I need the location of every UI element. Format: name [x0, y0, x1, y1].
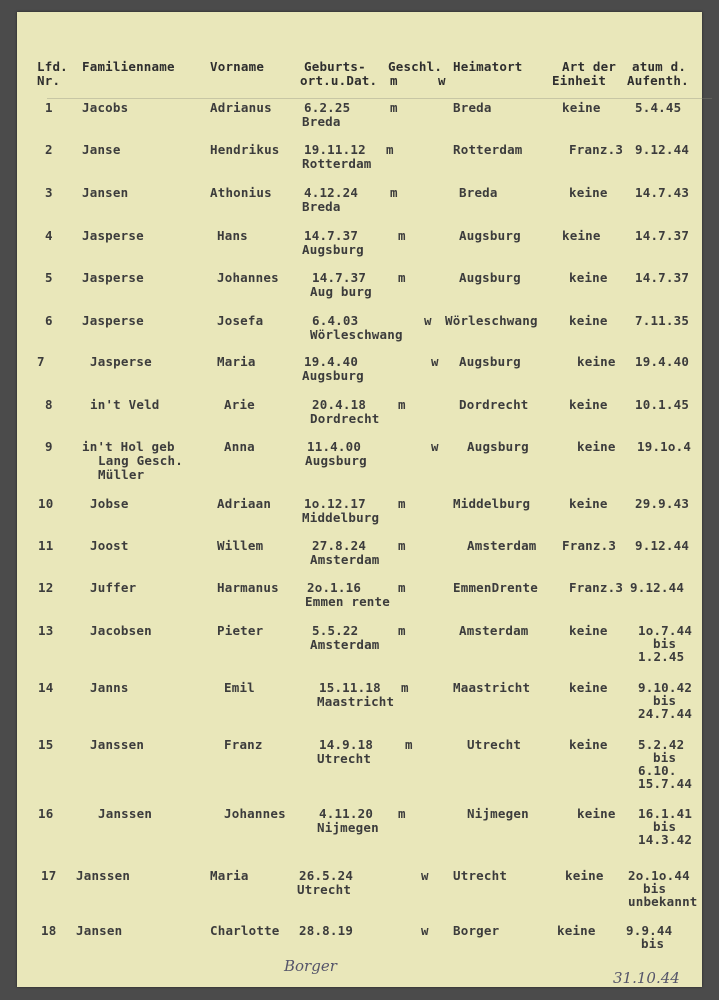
cell-heimatort: Nijmegen — [467, 806, 529, 821]
cell-familienname: Jasperse — [82, 313, 144, 328]
cell-vorname: Arie — [224, 397, 255, 412]
cell-vorname: Maria — [210, 868, 249, 883]
cell-aufenthalt: 14.3.42 — [638, 832, 693, 847]
cell-aufenthalt: 1o.7.44 — [638, 623, 693, 638]
cell-aufenthalt: 24.7.44 — [638, 706, 693, 721]
handwritten-date: 31.10.44 — [613, 969, 680, 987]
cell-einheit: keine — [569, 185, 608, 200]
cell-vorname: Josefa — [217, 313, 264, 328]
cell-einheit: keine — [569, 496, 608, 511]
header-familienname: Familienname — [82, 59, 175, 74]
cell-geschlecht-m: m — [386, 142, 394, 157]
cell-geburtsort: Middelburg — [302, 510, 380, 525]
cell-geburtsort: Rotterdam — [302, 156, 372, 171]
cell-geburtsort: Maastricht — [317, 694, 395, 709]
cell-familienname: Jobse — [90, 496, 129, 511]
cell-familienname: Janssen — [98, 806, 153, 821]
cell-nr: 5 — [45, 270, 53, 285]
header-lfd: Lfd. — [37, 59, 68, 74]
cell-heimatort: Dordrecht — [459, 397, 529, 412]
cell-geburtsort: Wörleschwang — [310, 327, 403, 342]
cell-nr: 8 — [45, 397, 53, 412]
header-geschl-m: m — [390, 73, 398, 88]
cell-vorname: Emil — [224, 680, 255, 695]
cell-aufenthalt: 9.12.44 — [630, 580, 685, 595]
cell-nr: 7 — [37, 354, 45, 369]
cell-familienname-2: Lang Gesch. — [98, 453, 183, 468]
cell-nr: 1 — [45, 100, 53, 115]
cell-aufenthalt: 14.7.43 — [635, 185, 690, 200]
cell-vorname: Harmanus — [217, 580, 279, 595]
cell-vorname: Charlotte — [210, 923, 280, 938]
cell-aufenthalt: 14.7.37 — [635, 228, 690, 243]
cell-geburtsort: Breda — [302, 114, 341, 129]
cell-aufenthalt: 5.4.45 — [635, 100, 682, 115]
cell-familienname: Joost — [90, 538, 129, 553]
cell-geburtsort: Utrecht — [317, 751, 372, 766]
cell-geschlecht-m: m — [398, 270, 406, 285]
cell-heimatort: Augsburg — [459, 270, 521, 285]
header-vorname: Vorname — [210, 59, 265, 74]
cell-heimatort: Utrecht — [453, 868, 508, 883]
cell-geburtsort: Dordrecht — [310, 411, 380, 426]
cell-vorname: Maria — [217, 354, 256, 369]
cell-heimatort: Augsburg — [459, 354, 521, 369]
cell-geschlecht-m: m — [390, 185, 398, 200]
cell-familienname: Jasperse — [82, 270, 144, 285]
cell-aufenthalt: 14.7.37 — [635, 270, 690, 285]
cell-aufenthalt: 2o.1o.44 — [628, 868, 690, 883]
cell-heimatort: Augsburg — [459, 228, 521, 243]
cell-aufenthalt: 19.1o.4 — [637, 439, 692, 454]
cell-geburtsdatum: 15.11.18 — [319, 680, 381, 695]
cell-vorname: Adriaan — [217, 496, 272, 511]
cell-heimatort: Wörleschwang — [445, 313, 538, 328]
cell-familienname: Jasperse — [82, 228, 144, 243]
cell-einheit: Franz.3 — [569, 142, 624, 157]
cell-nr: 14 — [38, 680, 54, 695]
cell-einheit: keine — [565, 868, 604, 883]
header-art-der: Art der — [562, 59, 617, 74]
header-einheit: Einheit — [552, 73, 607, 88]
document-page — [17, 12, 702, 987]
cell-einheit: Franz.3 — [569, 580, 624, 595]
cell-nr: 17 — [41, 868, 57, 883]
cell-vorname: Hans — [217, 228, 248, 243]
cell-geburtsdatum: 14.7.37 — [304, 228, 359, 243]
header-divider — [47, 98, 712, 99]
cell-einheit: keine — [569, 737, 608, 752]
cell-aufenthalt: 16.1.41 — [638, 806, 693, 821]
cell-nr: 4 — [45, 228, 53, 243]
cell-einheit: keine — [569, 397, 608, 412]
cell-einheit: keine — [569, 623, 608, 638]
cell-vorname: Athonius — [210, 185, 272, 200]
cell-familienname: Janse — [82, 142, 121, 157]
cell-aufenthalt: 9.12.44 — [635, 142, 690, 157]
cell-geburtsdatum: 6.4.03 — [312, 313, 359, 328]
cell-geburtsdatum: 4.12.24 — [304, 185, 359, 200]
cell-einheit: keine — [577, 439, 616, 454]
cell-einheit: keine — [562, 100, 601, 115]
cell-heimatort: Amsterdam — [459, 623, 529, 638]
cell-heimatort: Maastricht — [453, 680, 531, 695]
cell-familienname: Janns — [90, 680, 129, 695]
cell-heimatort: Utrecht — [467, 737, 522, 752]
cell-geburtsort: Emmen rente — [305, 594, 390, 609]
cell-vorname: Pieter — [217, 623, 264, 638]
cell-einheit: keine — [569, 270, 608, 285]
cell-heimatort: EmmenDrente — [453, 580, 538, 595]
cell-geschlecht-w: w — [421, 923, 429, 938]
cell-vorname: Willem — [217, 538, 264, 553]
cell-geburtsdatum: 14.9.18 — [319, 737, 374, 752]
cell-familienname: Janssen — [76, 868, 131, 883]
header-geschl: Geschl. — [388, 59, 443, 74]
cell-geburtsdatum: 5.5.22 — [312, 623, 359, 638]
cell-nr: 10 — [38, 496, 54, 511]
cell-nr: 11 — [38, 538, 54, 553]
cell-geburtsdatum: 2o.1.16 — [307, 580, 362, 595]
cell-aufenthalt: 9.9.44 — [626, 923, 673, 938]
cell-einheit: keine — [562, 228, 601, 243]
cell-aufenthalt: 7.11.35 — [635, 313, 690, 328]
cell-geburtsdatum: 6.2.25 — [304, 100, 351, 115]
cell-heimatort: Amsterdam — [467, 538, 537, 553]
cell-aufenthalt: bis — [643, 881, 667, 896]
cell-nr: 18 — [41, 923, 57, 938]
header-geburtsort-1: Geburts- — [304, 59, 366, 74]
cell-geburtsdatum: 19.11.12 — [304, 142, 366, 157]
cell-geschlecht-m: m — [398, 806, 406, 821]
cell-aufenthalt: 6.10. — [638, 763, 677, 778]
cell-aufenthalt: 10.1.45 — [635, 397, 690, 412]
cell-geschlecht-m: m — [390, 100, 398, 115]
cell-geburtsort: Utrecht — [297, 882, 352, 897]
cell-geburtsdatum: 11.4.00 — [307, 439, 362, 454]
cell-geschlecht-m: m — [401, 680, 409, 695]
cell-geschlecht-m: m — [398, 538, 406, 553]
cell-aufenthalt: 9.12.44 — [635, 538, 690, 553]
cell-heimatort: Rotterdam — [453, 142, 523, 157]
cell-geschlecht-w: w — [424, 313, 432, 328]
cell-geschlecht-m: m — [398, 228, 406, 243]
cell-geschlecht-m: m — [398, 580, 406, 595]
cell-einheit: keine — [569, 680, 608, 695]
cell-familienname: Juffer — [90, 580, 137, 595]
cell-nr: 13 — [38, 623, 54, 638]
cell-geburtsdatum: 1o.12.17 — [304, 496, 366, 511]
cell-geburtsdatum: 26.5.24 — [299, 868, 354, 883]
cell-geschlecht-m: m — [405, 737, 413, 752]
cell-nr: 15 — [38, 737, 54, 752]
cell-geschlecht-w: w — [431, 354, 439, 369]
cell-nr: 2 — [45, 142, 53, 157]
cell-familienname: in't Veld — [90, 397, 160, 412]
cell-vorname: Anna — [224, 439, 255, 454]
cell-familienname: Janssen — [90, 737, 145, 752]
cell-nr: 16 — [38, 806, 54, 821]
cell-familienname: Jacobsen — [90, 623, 152, 638]
cell-familienname: Jansen — [82, 185, 129, 200]
header-heimatort: Heimatort — [453, 59, 523, 74]
cell-familienname: Jasperse — [90, 354, 152, 369]
cell-geburtsort: Augsburg — [305, 453, 367, 468]
cell-heimatort: Augsburg — [467, 439, 529, 454]
cell-geburtsort: Aug burg — [310, 284, 372, 299]
header-datum-aufenth-2: Aufenth. — [627, 73, 689, 88]
cell-geschlecht-w: w — [431, 439, 439, 454]
header-geschl-w: w — [438, 73, 446, 88]
cell-geburtsdatum: 14.7.37 — [312, 270, 367, 285]
cell-aufenthalt: 19.4.40 — [635, 354, 690, 369]
cell-heimatort: Borger — [453, 923, 500, 938]
cell-aufenthalt: bis — [641, 936, 665, 951]
cell-geburtsdatum: 27.8.24 — [312, 538, 367, 553]
cell-geschlecht-m: m — [398, 623, 406, 638]
cell-aufenthalt: 5.2.42 — [638, 737, 685, 752]
cell-heimatort: Middelburg — [453, 496, 531, 511]
handwritten-borger: Borger — [284, 957, 337, 975]
cell-geburtsort: Augsburg — [302, 242, 364, 257]
cell-geburtsdatum: 28.8.19 — [299, 923, 354, 938]
header-geburtsort-2: ort.u.Dat. — [300, 73, 378, 88]
cell-familienname: Jacobs — [82, 100, 129, 115]
cell-vorname: Johannes — [217, 270, 279, 285]
cell-einheit: keine — [557, 923, 596, 938]
cell-geschlecht-w: w — [421, 868, 429, 883]
cell-einheit: Franz.3 — [562, 538, 617, 553]
cell-nr: 12 — [38, 580, 54, 595]
cell-einheit: keine — [577, 354, 616, 369]
cell-aufenthalt: bis — [653, 819, 677, 834]
cell-geburtsort: Breda — [302, 199, 341, 214]
cell-vorname: Franz — [224, 737, 263, 752]
cell-geburtsort: Amsterdam — [310, 637, 380, 652]
cell-geburtsdatum: 20.4.18 — [312, 397, 367, 412]
cell-nr: 6 — [45, 313, 53, 328]
cell-heimatort: Breda — [459, 185, 498, 200]
cell-nr: 3 — [45, 185, 53, 200]
cell-geburtsort: Nijmegen — [317, 820, 379, 835]
cell-aufenthalt: 15.7.44 — [638, 776, 693, 791]
cell-geburtsort: Augsburg — [302, 368, 364, 383]
cell-aufenthalt: bis — [653, 693, 677, 708]
cell-geburtsort: Amsterdam — [310, 552, 380, 567]
header-nr: Nr. — [37, 73, 61, 88]
cell-familienname: Jansen — [76, 923, 123, 938]
cell-nr: 9 — [45, 439, 53, 454]
cell-aufenthalt: bis — [653, 750, 677, 765]
cell-geschlecht-m: m — [398, 397, 406, 412]
cell-einheit: keine — [577, 806, 616, 821]
cell-geburtsdatum: 4.11.20 — [319, 806, 374, 821]
cell-geburtsdatum: 19.4.40 — [304, 354, 359, 369]
cell-aufenthalt: 29.9.43 — [635, 496, 690, 511]
cell-heimatort: Breda — [453, 100, 492, 115]
cell-aufenthalt: bis — [653, 636, 677, 651]
cell-einheit: keine — [569, 313, 608, 328]
cell-familienname-3: Müller — [98, 467, 145, 482]
header-datum-aufenth-1: atum d. — [632, 59, 687, 74]
cell-aufenthalt: 1.2.45 — [638, 649, 685, 664]
cell-vorname: Hendrikus — [210, 142, 280, 157]
cell-vorname: Adrianus — [210, 100, 272, 115]
cell-aufenthalt: unbekannt — [628, 894, 698, 909]
cell-aufenthalt: 9.10.42 — [638, 680, 693, 695]
cell-familienname: in't Hol geb — [82, 439, 175, 454]
cell-vorname: Johannes — [224, 806, 286, 821]
cell-geschlecht-m: m — [398, 496, 406, 511]
